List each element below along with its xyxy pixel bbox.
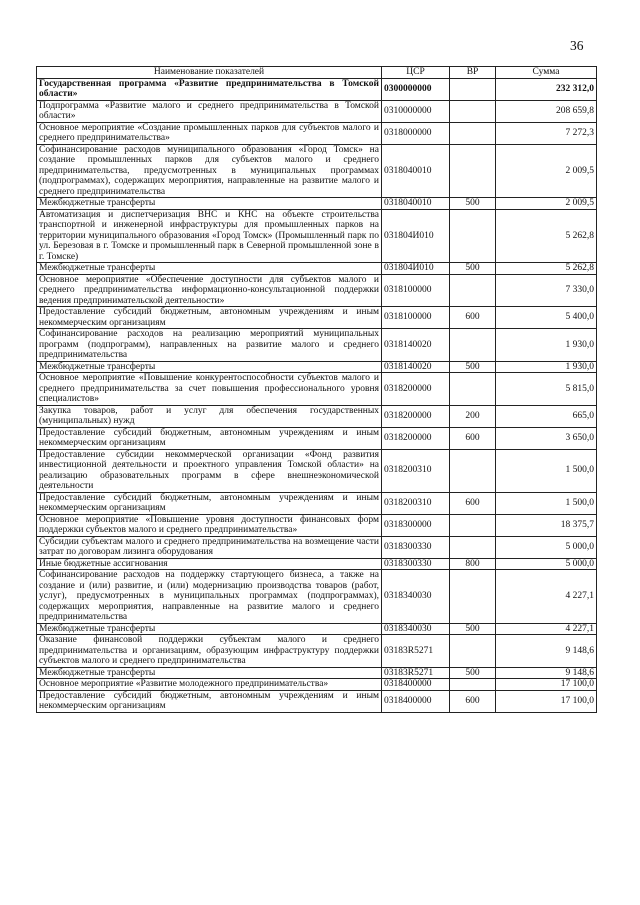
sum-cell: 17 100,0	[496, 690, 597, 712]
table-row	[37, 558, 597, 570]
name-cell: Государственная программа «Развитие предпринимательства в Томской области»	[37, 78, 382, 100]
csr-cell: 0318300330	[382, 558, 450, 570]
table-row	[37, 405, 597, 427]
table-row	[37, 263, 597, 275]
table-row	[37, 100, 597, 122]
name-cell: Предоставление субсидий бюджетным, автономным учреждениям и иным некоммерческим организациям	[37, 427, 382, 449]
name-cell: Предоставление субсидий бюджетным, автономным учреждениям и иным некоммерческим организациям	[37, 492, 382, 514]
sum-cell: 1 930,0	[496, 361, 597, 373]
name-cell: Межбюджетные трансферты	[37, 361, 382, 373]
csr-cell: 0318140020	[382, 361, 450, 373]
vr-cell: 600	[450, 427, 496, 449]
vr-cell: 500	[450, 667, 496, 679]
table-row	[37, 679, 597, 691]
vr-cell: 500	[450, 623, 496, 635]
vr-cell	[450, 679, 496, 691]
vr-cell: 800	[450, 558, 496, 570]
csr-cell: 0318200310	[382, 492, 450, 514]
name-cell: Софинансирование расходов на поддержку стартующего бизнеса, а также на создание и (или) развитие, и (или) модернизацию производства товаров (работ, услуг), предусмотренных в муниципальных программах (подпрограммах), содержащих мероприятия, направленные на развитие малого и среднего предпринимательства	[37, 570, 382, 624]
name-cell: Оказание финансовой поддержки субъектам малого и среднего предпринимательства и организациям, образующим инфраструктуру поддержки субъектов малого и среднего предпринимательства	[37, 635, 382, 668]
table-row	[37, 492, 597, 514]
table-row	[37, 449, 597, 492]
vr-cell	[450, 274, 496, 307]
csr-cell: 0318200310	[382, 449, 450, 492]
name-cell: Межбюджетные трансферты	[37, 198, 382, 210]
vr-cell	[450, 100, 496, 122]
sum-cell: 7 330,0	[496, 274, 597, 307]
table-row	[37, 144, 597, 198]
table-row	[37, 623, 597, 635]
csr-cell: 0318300330	[382, 536, 450, 558]
table-row	[37, 690, 597, 712]
table-row	[37, 536, 597, 558]
csr-cell: 0310000000	[382, 100, 450, 122]
table-row	[37, 209, 597, 263]
csr-cell: 0318040010	[382, 144, 450, 198]
csr-cell: 0318100000	[382, 274, 450, 307]
name-cell: Основное мероприятие «Развитие молодежного предпринимательства»	[37, 679, 382, 691]
sum-cell: 5 000,0	[496, 536, 597, 558]
table-row	[37, 361, 597, 373]
vr-cell	[450, 570, 496, 624]
sum-cell: 1 500,0	[496, 449, 597, 492]
name-cell: Предоставление субсидий бюджетным, автономным учреждениям и иным некоммерческим организациям	[37, 690, 382, 712]
sum-cell: 4 227,1	[496, 570, 597, 624]
table-row	[37, 667, 597, 679]
sum-cell: 2 009,5	[496, 144, 597, 198]
csr-cell: 0300000000	[382, 78, 450, 100]
sum-cell: 9 148,6	[496, 635, 597, 668]
csr-cell: 0318140020	[382, 329, 450, 362]
csr-cell: 031804И010	[382, 209, 450, 263]
csr-cell: 03183R5271	[382, 667, 450, 679]
table-row	[37, 570, 597, 624]
vr-cell: 500	[450, 361, 496, 373]
table-row	[37, 373, 597, 406]
table-row	[37, 427, 597, 449]
table-row	[37, 329, 597, 362]
vr-cell: 500	[450, 198, 496, 210]
csr-cell: 0318040010	[382, 198, 450, 210]
vr-cell	[450, 329, 496, 362]
name-cell: Межбюджетные трансферты	[37, 667, 382, 679]
vr-cell	[450, 635, 496, 668]
table-row	[37, 635, 597, 668]
sum-cell: 2 009,5	[496, 198, 597, 210]
vr-cell: 600	[450, 307, 496, 329]
name-cell: Предоставление субсидий бюджетным, автономным учреждениям и иным некоммерческим организациям	[37, 307, 382, 329]
csr-cell: 03183R5271	[382, 635, 450, 668]
vr-cell	[450, 536, 496, 558]
sum-cell: 665,0	[496, 405, 597, 427]
csr-cell: 031804И010	[382, 263, 450, 275]
vr-cell	[450, 144, 496, 198]
name-cell: Основное мероприятие «Создание промышленных парков для субъектов малого и среднего предпринимательства»	[37, 122, 382, 144]
sum-cell: 232 312,0	[496, 78, 597, 100]
table-row	[37, 78, 597, 100]
name-cell: Закупка товаров, работ и услуг для обеспечения государственных (муниципальных) нужд	[37, 405, 382, 427]
budget-table	[36, 66, 597, 713]
sum-cell: 5 400,0	[496, 307, 597, 329]
csr-cell: 0318200000	[382, 427, 450, 449]
vr-cell	[450, 449, 496, 492]
vr-cell: 200	[450, 405, 496, 427]
sum-cell: 5 815,0	[496, 373, 597, 406]
vr-cell: 600	[450, 492, 496, 514]
name-cell: Иные бюджетные ассигнования	[37, 558, 382, 570]
csr-cell: 0318340030	[382, 623, 450, 635]
sum-cell: 9 148,6	[496, 667, 597, 679]
sum-cell: 18 375,7	[496, 514, 597, 536]
table-row	[37, 198, 597, 210]
sum-cell: 4 227,1	[496, 623, 597, 635]
vr-cell: 500	[450, 263, 496, 275]
table-row	[37, 274, 597, 307]
name-cell: Софинансирование расходов на реализацию мероприятий муниципальных программ (подпрограмм), направленных на развитие малого и среднего предпринимательства	[37, 329, 382, 362]
vr-cell	[450, 122, 496, 144]
sum-cell: 208 659,8	[496, 100, 597, 122]
csr-cell: 0318200000	[382, 405, 450, 427]
sum-cell: 1 500,0	[496, 492, 597, 514]
name-cell: Межбюджетные трансферты	[37, 263, 382, 275]
sum-cell: 1 930,0	[496, 329, 597, 362]
page-number: 36	[570, 38, 584, 53]
vr-cell	[450, 78, 496, 100]
header-name: Наименование показателей	[37, 67, 382, 79]
name-cell: Софинансирование расходов муниципального образования «Город Томск» на создание промышленных парков для субъектов малого и среднего предпринимательства, предусмотренных в муниципальных программах (подпрограммах), содержащих мероприятия, направленные на развитие малого и среднего предпринимательства	[37, 144, 382, 198]
csr-cell: 0318000000	[382, 122, 450, 144]
name-cell: Основное мероприятие «Повышение уровня доступности финансовых форм поддержки субъектов малого и среднего предпринимательства»	[37, 514, 382, 536]
name-cell: Субсидии субъектам малого и среднего предпринимательства на возмещение части затрат по договорам лизинга оборудования	[37, 536, 382, 558]
table-row	[37, 514, 597, 536]
csr-cell: 0318400000	[382, 690, 450, 712]
name-cell: Автоматизация и диспетчеризация ВНС и КНС на объекте строительства транспортной и инженерной инфраструктуры для промышленных парков на территории муниципального образования «Город Томск» (Промышленный парк по ул. Березовая в г. Томске и промышленный парк в Северной промышленной зоне в г. Томске)	[37, 209, 382, 263]
header-csr: ЦСР	[382, 67, 450, 79]
table-body	[37, 78, 597, 712]
sum-cell: 17 100,0	[496, 679, 597, 691]
table-row	[37, 122, 597, 144]
vr-cell	[450, 514, 496, 536]
vr-cell	[450, 209, 496, 263]
name-cell: Основное мероприятие «Повышение конкурентоспособности субъектов малого и среднего предпринимательства за счет повышения профессионального уровня специалистов»	[37, 373, 382, 406]
csr-cell: 0318100000	[382, 307, 450, 329]
vr-cell: 600	[450, 690, 496, 712]
vr-cell	[450, 373, 496, 406]
header-sum: Сумма	[496, 67, 597, 79]
sum-cell: 7 272,3	[496, 122, 597, 144]
sum-cell: 5 262,8	[496, 263, 597, 275]
sum-cell: 3 650,0	[496, 427, 597, 449]
header-vr: ВР	[450, 67, 496, 79]
csr-cell: 0318400000	[382, 679, 450, 691]
name-cell: Подпрограмма «Развитие малого и среднего предпринимательства в Томской области»	[37, 100, 382, 122]
name-cell: Межбюджетные трансферты	[37, 623, 382, 635]
csr-cell: 0318200000	[382, 373, 450, 406]
csr-cell: 0318300000	[382, 514, 450, 536]
name-cell: Основное мероприятие «Обеспечение доступности для субъектов малого и среднего предпринимательства информационно-консультационной поддержки ведения предпринимательской деятельности»	[37, 274, 382, 307]
table-header-row	[37, 67, 597, 79]
sum-cell: 5 262,8	[496, 209, 597, 263]
table-row	[37, 307, 597, 329]
sum-cell: 5 000,0	[496, 558, 597, 570]
csr-cell: 0318340030	[382, 570, 450, 624]
name-cell: Предоставление субсидии некоммерческой организации «Фонд развития инвестиционной деятельности и проектного управления Томской области» на реализацию образовательных программ в сфере внешнеэкономической деятельности	[37, 449, 382, 492]
